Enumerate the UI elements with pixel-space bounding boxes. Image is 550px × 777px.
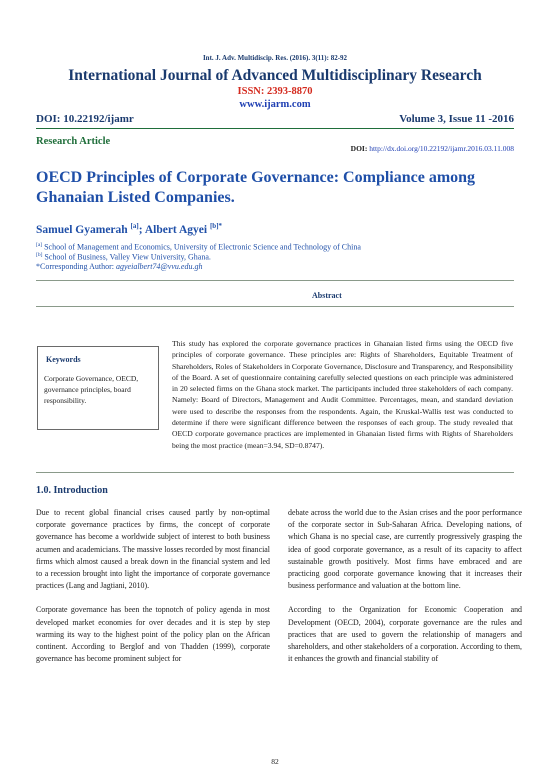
affiliation [36, 252, 211, 262]
abstract-top-divider [36, 280, 514, 281]
affiliation-mark: [b] [36, 252, 43, 258]
article-doi [351, 144, 514, 153]
keywords-list: Corporate Governance, OECD, governance principles, board responsibility. [44, 374, 139, 405]
corresponding-author [36, 262, 202, 271]
running-head: Int. J. Adv. Multidiscip. Res. (2016). 3(11): 82-92 [202, 54, 348, 62]
issn: ISSN: 2393-8870 [237, 86, 313, 97]
body-paragraph: Due to recent global financial crises caused partly by non-optimal corporate governance practices by firms, the concept of corporate governance has become a worldwide subject of interest to both business acumen and academicians. The massive losses recorded by most financial firms which almost caused a break down in the financial system and led to a recession brought into light the importance of corporate governance practices (Lang and Jagtiani, 2010). [36, 508, 270, 591]
corresponding-label: *Corresponding Author: [36, 262, 116, 271]
author-affiliation-mark: [b]* [209, 222, 223, 230]
abstract-bottom-divider [36, 472, 514, 473]
affiliation-text: School of Business, Valley View University, Ghana. [44, 252, 211, 262]
volume-issue: Volume 3, Issue 11 -2016 [399, 113, 514, 125]
abstract-heading-divider [36, 306, 514, 307]
affiliation-text: School of Management and Economics, University of Electronic Science and Technology of China [44, 242, 361, 252]
keywords-box [37, 346, 159, 430]
section-heading: 1.0. Introduction [36, 485, 108, 496]
page-number: 82 [271, 757, 279, 766]
article-doi-label: DOI: [350, 144, 368, 153]
affiliation [36, 242, 361, 252]
author-name: Samuel Gyamerah [36, 223, 128, 236]
keywords-title: Keywords [46, 355, 81, 364]
body-paragraph: According to the Organization for Economic Cooperation and Development (OECD, 2004), corporate governance are the rules and practices that are used to govern the relationship of managers and shareholders, and other stakeholders of a corporation. According to them, it enhances the growth and financial stability of [288, 605, 522, 664]
body-paragraph: debate across the world due to the Asian crises and the poor performance of the corporate sector in Sub-Saharan Africa. Developing nations, of which Ghana is no special case, are currently progressively grasping the idea of good corporate governance, as a result of its capacity to affect sustainable growth positively. Most firms have embraced and are practicing good corporate governance knowing that it increases their business performance and valuation at the bottom line. [288, 508, 522, 591]
body-paragraph: Corporate governance has been the topnotch of policy agenda in most developed market economies for over decades and it is step by step warming its way to the highest point of the policy plan on the African continent. According to Berglof and von Thadden (1999), corporate governance has become prominent subject for [36, 605, 270, 664]
abstract-text: This study has explored the corporate governance practices in Ghanaian listed firms using the OECD five principles of corporate governance. These principles are: Rights of Shareholders, Equitable Treatment of Shareholders, Roles of Stakeholders in Corporate Governance, Disclosure and Transparency, and Responsibility of the Board. A set of questionnaire containing carefully selected questions on each principle was administered in 20 selected firms on the Ghana stock market. The participants included three stakeholders of each company. Namely: Board of Directors, Management and Audit Committee. Percentages, mean, and standard deviation were used to describe the responses from the respondents. Again, the Kruskal-Wallis test was conducted to determine if there were significant difference between the responses of each group. The study revealed that OECD corporate governance practices are implemented in Ghanaian listed firms with Rights of Shareholders being the most practice (mean=3.94, SD=0.8747). [172, 339, 513, 450]
header-divider [36, 128, 514, 129]
journal-website-link[interactable]: www.ijarm.com [239, 99, 311, 110]
journal-doi: DOI: 10.22192/ijamr [36, 113, 134, 125]
affiliation-mark: [a] [36, 242, 43, 248]
left-column [36, 507, 270, 677]
author-name: Albert Agyei [144, 223, 208, 236]
author-separator: ; [138, 223, 145, 236]
corresponding-email-link[interactable]: agyeialbert74@vvu.edu.gh [116, 262, 203, 271]
article-type: Research Article [36, 136, 111, 147]
paper-title: OECD Principles of Corporate Governance: Compliance among Ghanaian Listed Companies. [36, 169, 476, 206]
abstract-heading: Abstract [312, 291, 342, 300]
article-doi-link[interactable]: http://dx.doi.org/10.22192/ijamr.2016.03.11.008 [369, 144, 514, 153]
author-affiliation-mark: [a] [130, 222, 139, 230]
journal-title: International Journal of Advanced Multidisciplinary Research [68, 67, 482, 84]
author-list [36, 222, 222, 236]
right-column [288, 507, 522, 677]
